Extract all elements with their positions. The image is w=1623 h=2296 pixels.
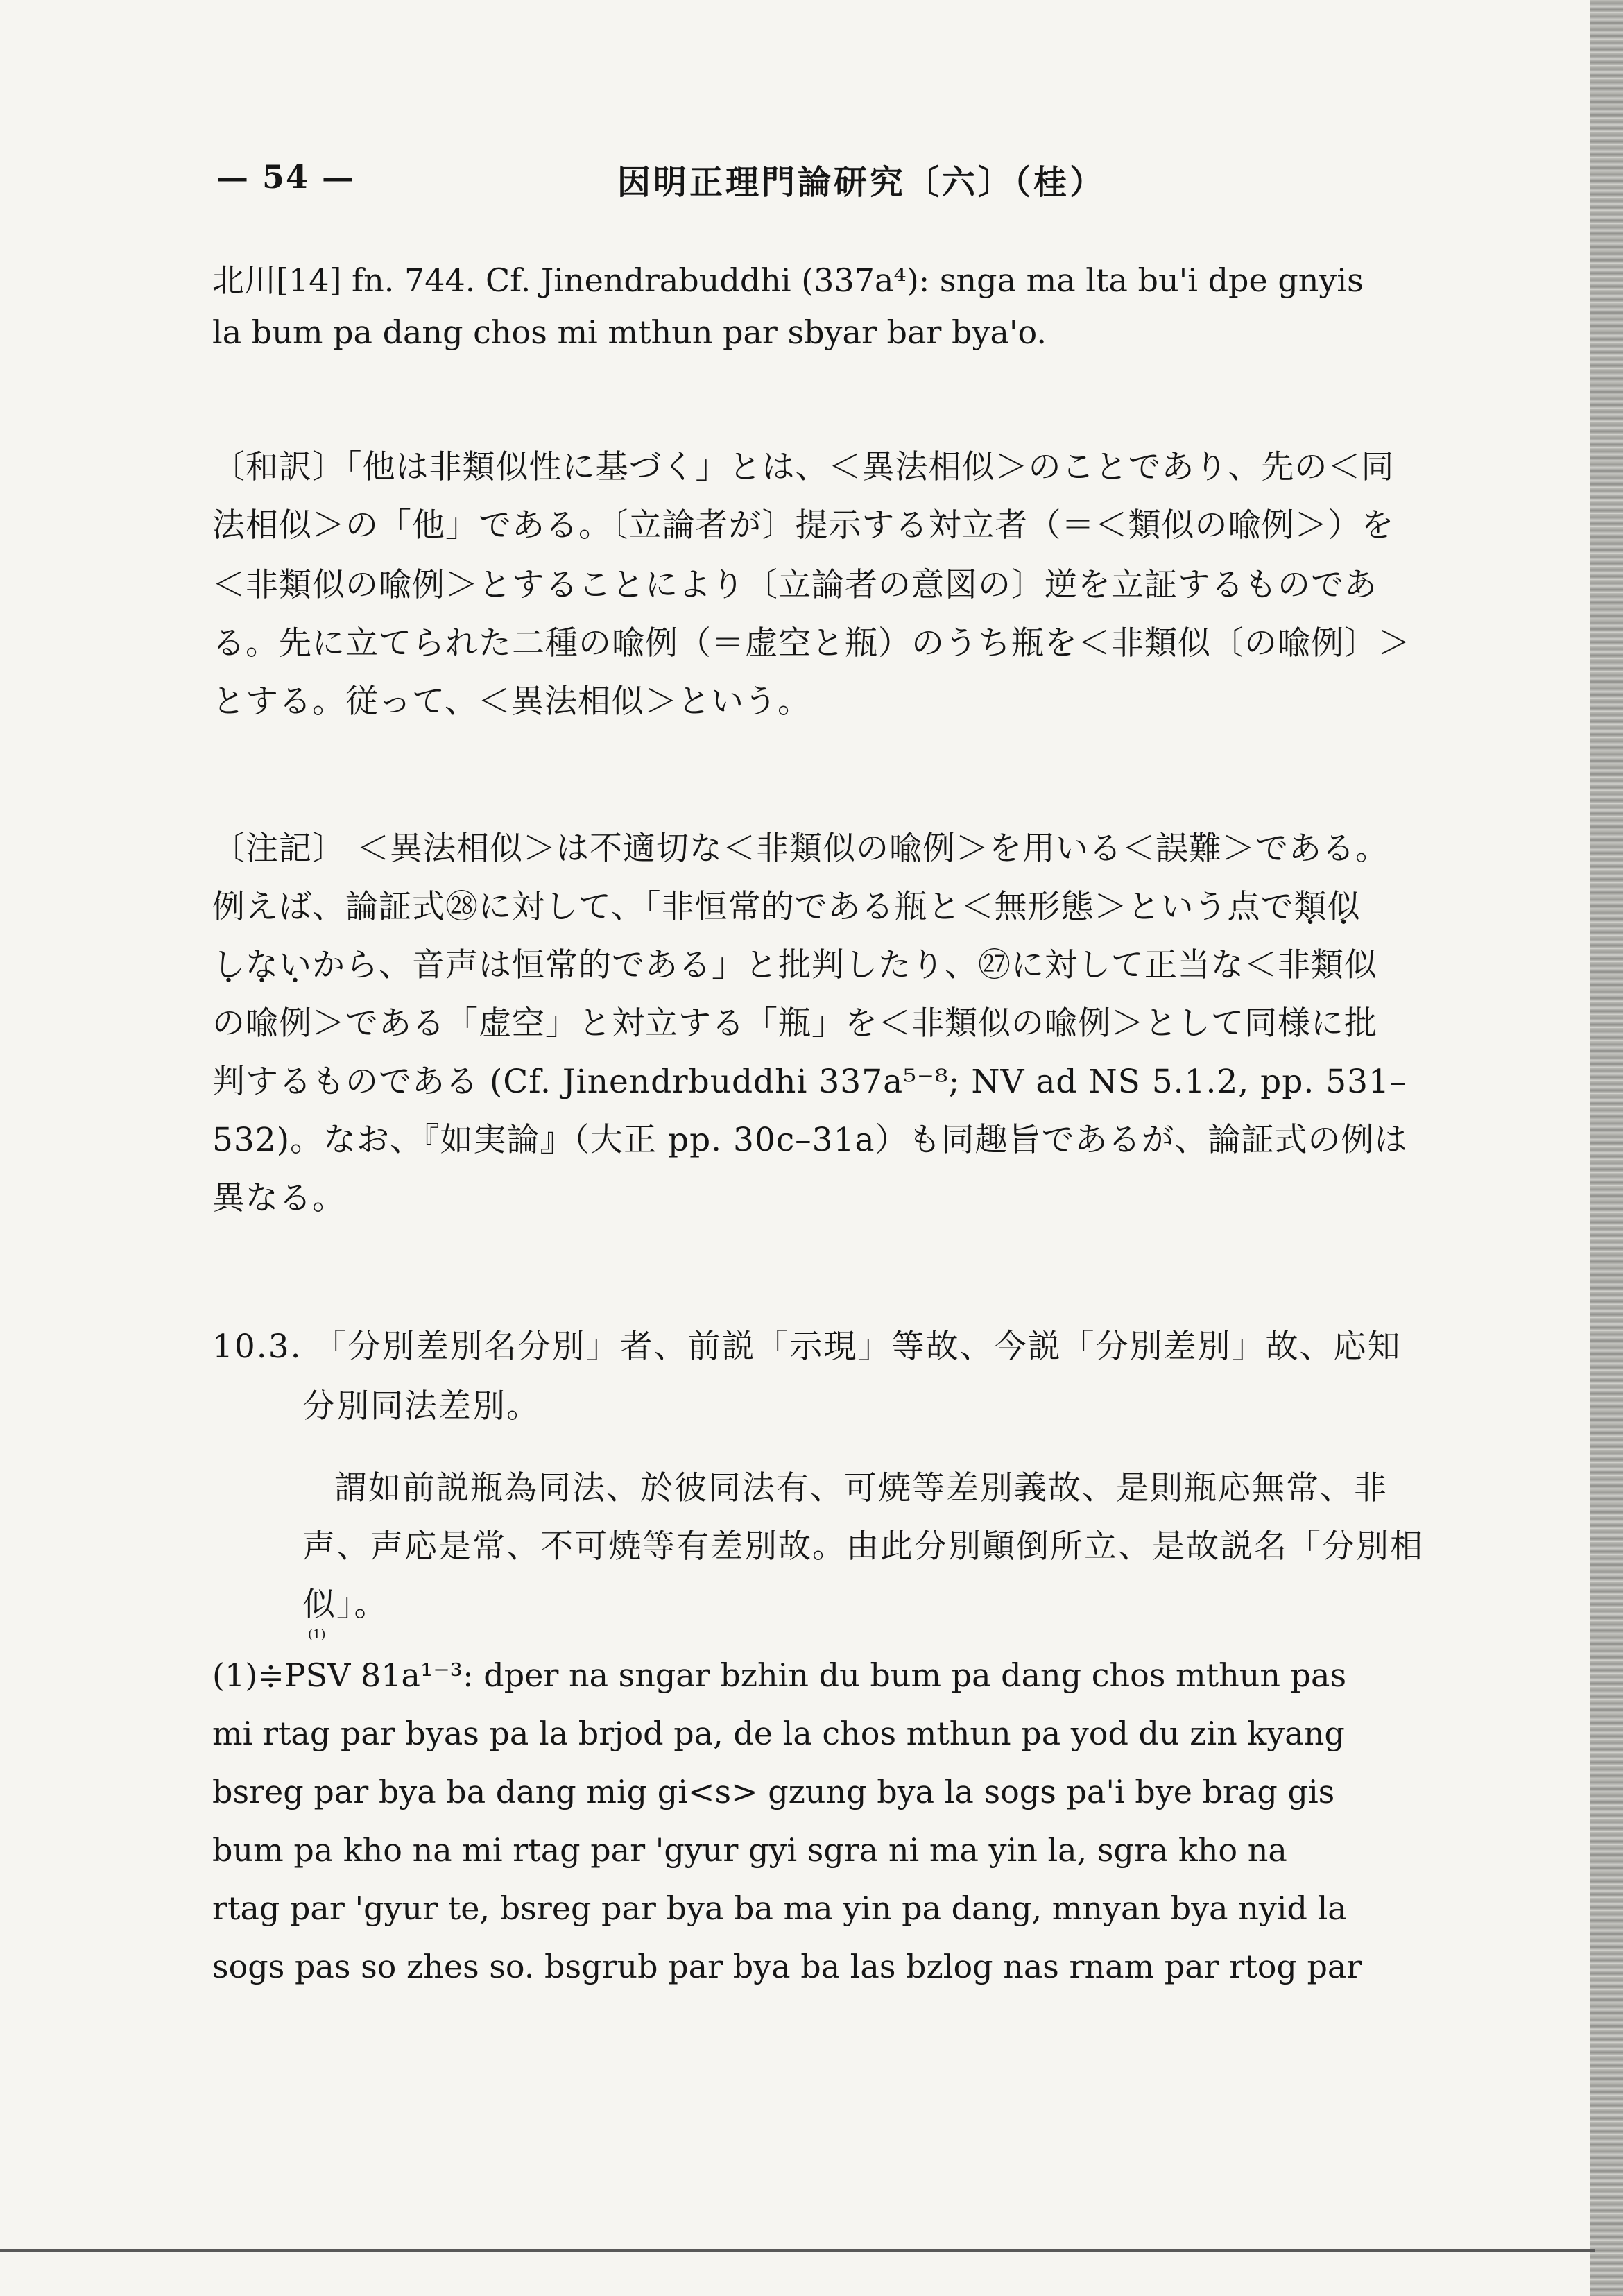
- translation-line-3: ＜非類似の喩例＞とすることにより〔立論者の意図の〕逆を立証するものであ: [212, 566, 1377, 604]
- section-line-2: 分別同法差別。: [302, 1387, 540, 1425]
- note-line-4: の喩例＞である「虚空」と対立する「瓶」を＜非類似の喩例＞として同様に批: [212, 1004, 1377, 1043]
- section-body-line-2: 声、声応是常、不可焼等有差別故。由此分別顚倒所立、是故説名「分別相: [302, 1527, 1424, 1566]
- section-number: 10.3.: [212, 1328, 302, 1366]
- note-line-3-text: から、音声は恒常的である」と批判したり、㉗に対して正当な＜非類似: [312, 946, 1377, 984]
- footnote-line-6: sogs pas so zhes so. bsgrub par bya ba las bzlog nas rnam par rtog par: [212, 1948, 1362, 1985]
- translation-line-4: る。先に立てられた二種の喩例（＝虚空と瓶）のうち瓶を＜非類似〔の喩例〕＞: [212, 624, 1411, 662]
- translation-line-2: 法相似＞の「他」である。〔立論者が〕提示する対立者（＝＜類似の喩例＞）を: [212, 506, 1395, 545]
- translation-line-5: とする。従って、＜異法相似＞という。: [212, 683, 812, 721]
- section-body-line-3: 似」。: [302, 1586, 388, 1624]
- note-line-1: 〔注記〕 ＜異法相似＞は不適切な＜非類似の喩例＞を用いる＜誤難＞である。: [212, 830, 1389, 868]
- note-line-3: [212, 939, 1377, 986]
- bottom-rule: [0, 2249, 1595, 2252]
- emphasis-dot-char: い: [279, 946, 312, 984]
- note-line-2: [212, 881, 1361, 927]
- footnote-line-3: bsreg par bya ba dang mig gi<s> gzung bya la sogs pa'i bye brag gis: [212, 1773, 1335, 1810]
- footnote-line-5: rtag par 'gyur te, bsreg par bya ba ma yin pa dang, mnyan bya nyid la: [212, 1890, 1347, 1927]
- fn-line-1: 北川[14] fn. 744. Cf. Jinendrabuddhi (337a⁴): snga ma lta bu'i dpe gnyis: [212, 262, 1364, 299]
- emphasis-dot-char: な: [246, 946, 279, 984]
- emphasis-dot-char: 似: [1327, 888, 1361, 926]
- scanned-page-edge: [1590, 0, 1623, 2296]
- emphasis-dot-char: 類: [1294, 888, 1328, 926]
- page-number: — 54 —: [216, 158, 356, 196]
- fn-line-2: la bum pa dang chos mi mthun par sbyar bar bya'o.: [212, 314, 1047, 351]
- section-line-1: [212, 1321, 1402, 1367]
- footnote-line-4: bum pa kho na mi rtag par 'gyur gyi sgra ni ma yin la, sgra kho na: [212, 1831, 1287, 1869]
- running-title: 因明正理門論研究〔六〕（桂）: [617, 163, 1106, 202]
- section-body-line-1: 謂如前説瓶為同法、於彼同法有、可焼等差別義故、是則瓶応無常、非: [334, 1469, 1388, 1507]
- footnote-line-1: (1)≑PSV 81a¹⁻³: dper na sngar bzhin du bum pa dang chos mthun pas: [212, 1656, 1347, 1694]
- emphasis-dot-char: し: [212, 946, 246, 984]
- note-line-5: 判するものである (Cf. Jinendrbuddhi 337a⁵⁻⁸; NV ad NS 5.1.2, pp. 531–: [212, 1063, 1407, 1101]
- page-header: [0, 154, 1526, 216]
- section-heading-text: 「分別差別名分別」者、前説「示現」等故、今説「分別差別」故、応知: [314, 1328, 1402, 1366]
- note-line-2-text: 例えば、論証式㉘に対して、「非恒常的である瓶と＜無形態＞という点で: [212, 888, 1294, 926]
- note-line-6: 532)。なお、『如実論』（大正 pp. 30c–31a）も同趣旨であるが、論証式の例は: [212, 1121, 1408, 1159]
- note-marker: (1): [308, 1627, 326, 1642]
- footnote-line-2: mi rtag par byas pa la brjod pa, de la chos mthun pa yod du zin kyang: [212, 1715, 1345, 1752]
- translation-line-1: 〔和訳〕「他は非類似性に基づく」とは、＜異法相似＞のことであり、先の＜同: [212, 448, 1395, 486]
- note-line-7: 異なる。: [212, 1179, 345, 1217]
